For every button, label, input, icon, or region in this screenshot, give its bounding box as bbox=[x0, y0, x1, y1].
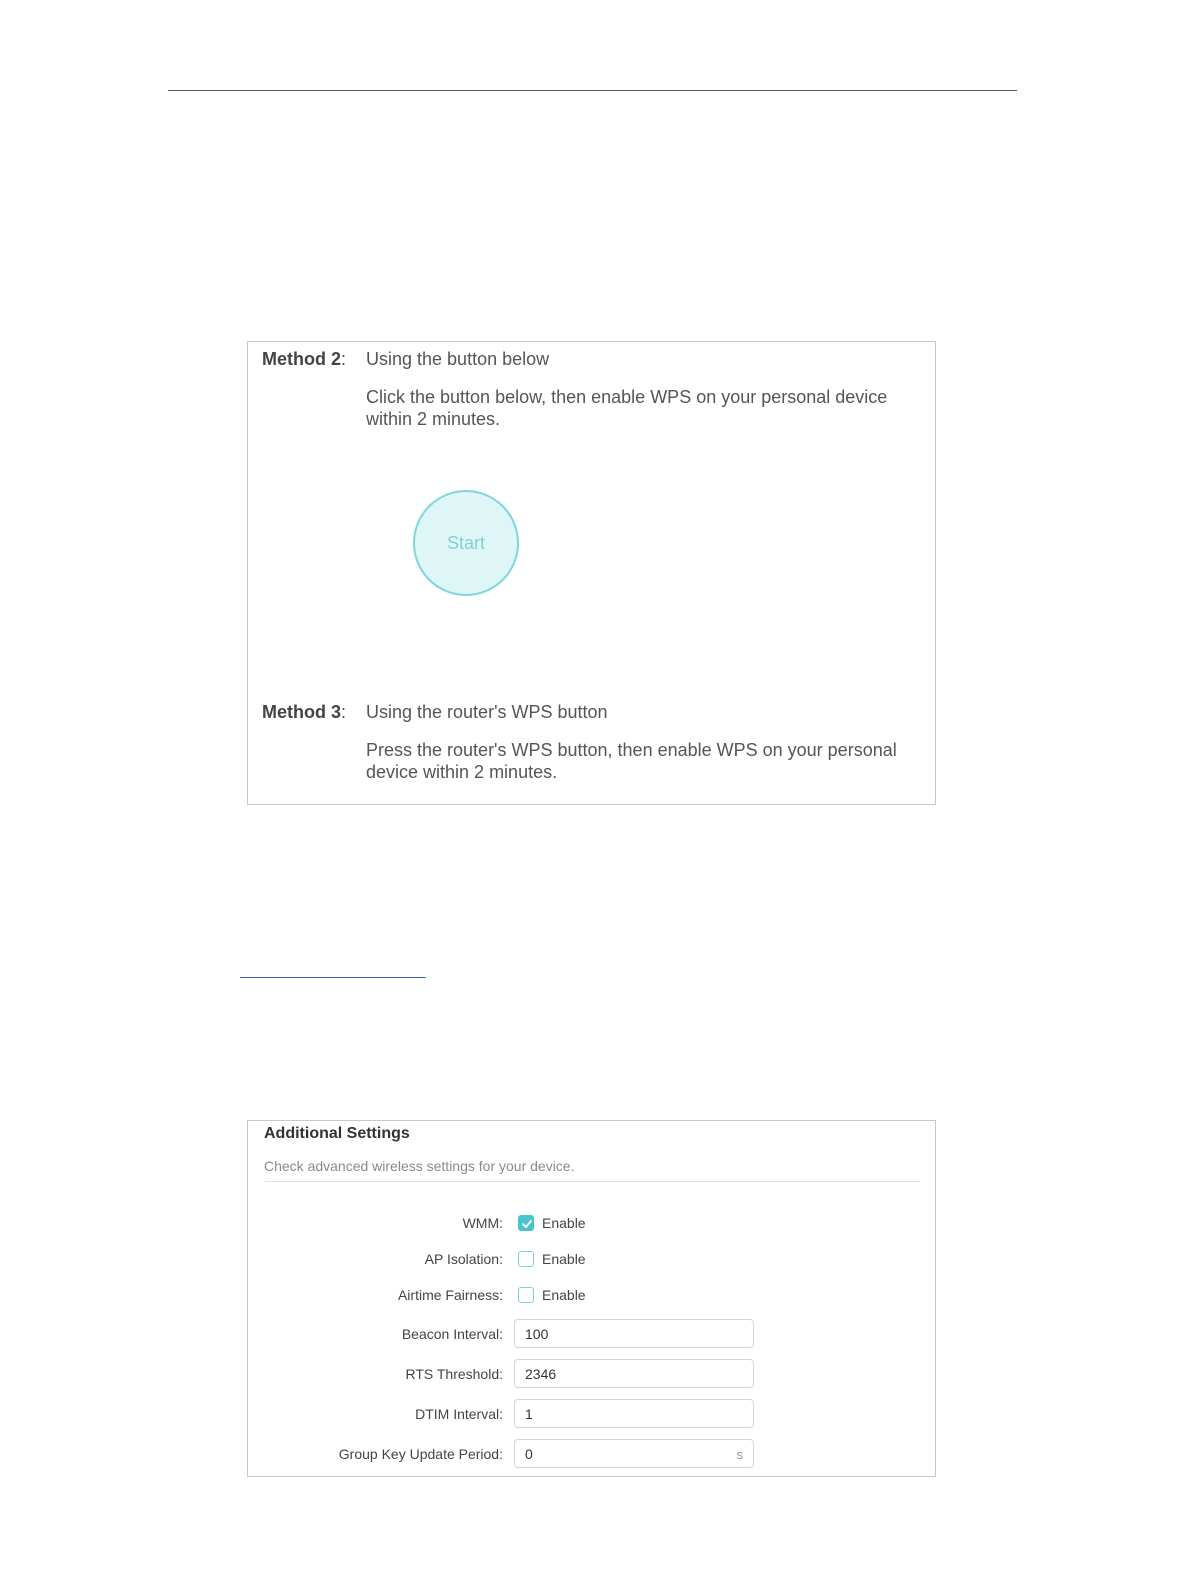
settings-subtitle: Check advanced wireless settings for your device. bbox=[264, 1158, 575, 1174]
method3-title: Using the router's WPS button bbox=[366, 702, 608, 722]
dtim-interval-input[interactable] bbox=[514, 1399, 754, 1428]
airtime-fairness-label: Airtime Fairness: bbox=[397, 1287, 503, 1303]
dtim-interval-label: DTIM Interval: bbox=[415, 1406, 503, 1422]
start-wps-button[interactable]: Start bbox=[413, 490, 519, 596]
checkmark-icon bbox=[521, 1218, 533, 1230]
method2-label: Method 2: bbox=[262, 349, 347, 369]
ap-isolation-label: AP Isolation: bbox=[424, 1251, 503, 1267]
seconds-unit: s bbox=[736, 1447, 743, 1462]
rts-threshold-value: 2346 bbox=[525, 1366, 557, 1382]
group-key-update-label: Group Key Update Period: bbox=[338, 1446, 503, 1462]
additional-settings-panel bbox=[247, 1120, 936, 1477]
rts-threshold-input[interactable] bbox=[514, 1359, 754, 1388]
group-key-update-input[interactable] bbox=[514, 1439, 754, 1468]
ap-isolation-enable-label[interactable]: Enable bbox=[542, 1251, 586, 1267]
method2-title: Using the button below bbox=[366, 349, 550, 369]
rts-threshold-label: RTS Threshold: bbox=[405, 1366, 503, 1382]
airtime-fairness-checkbox[interactable] bbox=[518, 1287, 534, 1303]
wps-methods-panel bbox=[247, 341, 936, 805]
beacon-interval-value: 100 bbox=[525, 1326, 549, 1342]
settings-divider bbox=[265, 1181, 920, 1182]
beacon-interval-label: Beacon Interval: bbox=[401, 1326, 503, 1342]
group-key-update-value: 0 bbox=[525, 1446, 533, 1462]
wmm-checkbox[interactable] bbox=[518, 1215, 534, 1231]
dtim-interval-value: 1 bbox=[525, 1406, 533, 1422]
method3-description: Press the router's WPS button, then enable WPS on your personal device within 2 minutes. bbox=[366, 740, 897, 782]
beacon-interval-input[interactable] bbox=[514, 1319, 754, 1348]
link-underline bbox=[240, 977, 426, 978]
wmm-label: WMM: bbox=[462, 1215, 503, 1231]
method3-label: Method 3: bbox=[262, 702, 347, 722]
wmm-enable-label[interactable]: Enable bbox=[542, 1215, 586, 1231]
top-divider bbox=[168, 90, 1017, 91]
airtime-fairness-enable-label[interactable]: Enable bbox=[542, 1287, 586, 1303]
settings-title: Additional Settings bbox=[264, 1125, 410, 1142]
method2-description: Click the button below, then enable WPS on your personal device within 2 minutes. bbox=[366, 387, 888, 429]
ap-isolation-checkbox[interactable] bbox=[518, 1251, 534, 1267]
